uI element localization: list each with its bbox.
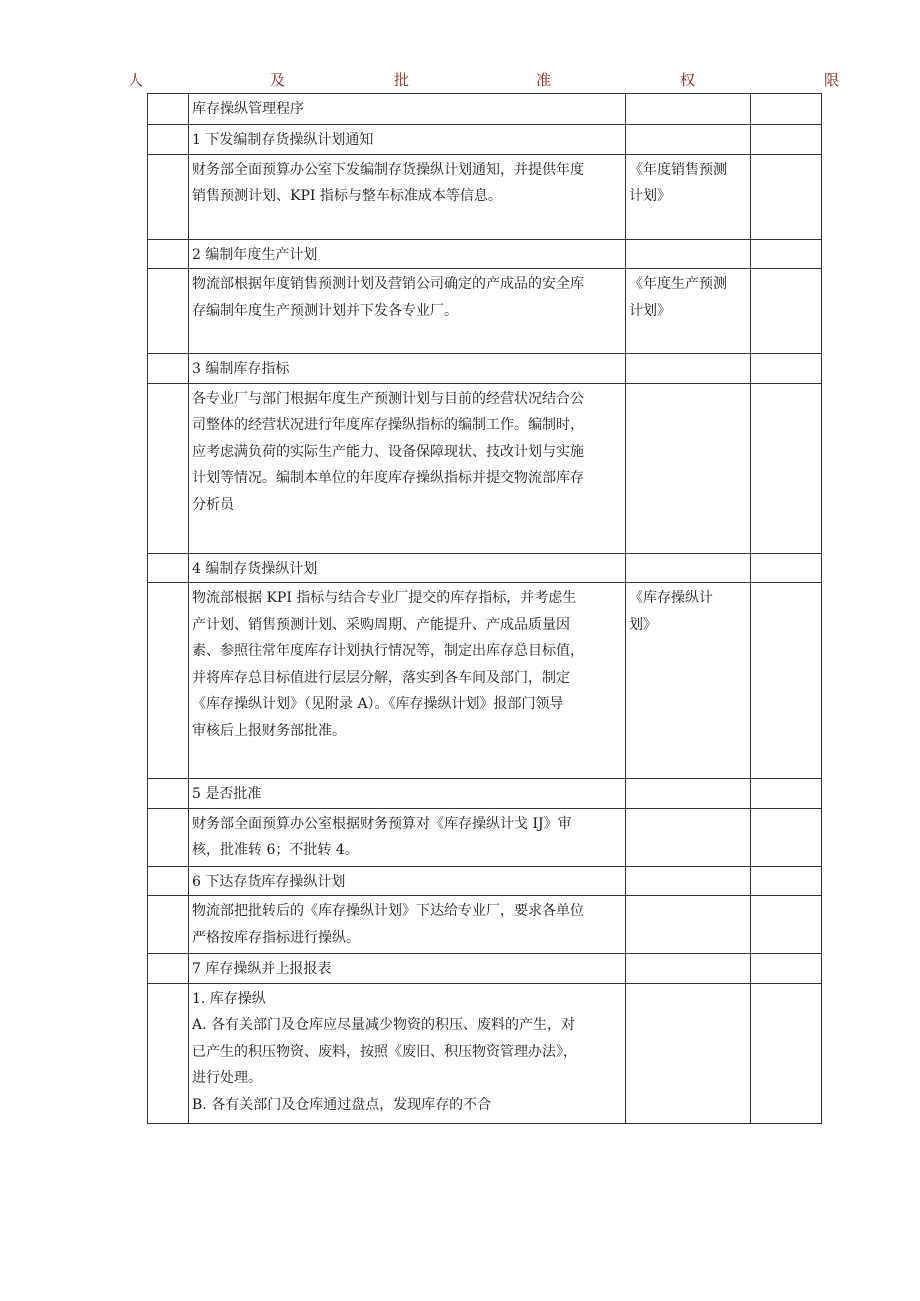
approval-cell — [751, 269, 822, 354]
row-marker-cell — [148, 239, 189, 269]
row-marker-cell — [148, 94, 189, 125]
row-marker-cell — [148, 383, 189, 553]
step-description — [189, 383, 626, 553]
reference-document-cell — [626, 354, 751, 384]
table-row — [148, 808, 822, 866]
row-marker-cell — [148, 553, 189, 583]
reference-document-cell — [626, 553, 751, 583]
header-char: 人 — [128, 71, 144, 89]
reference-document-cell — [626, 269, 751, 354]
table-row — [148, 154, 822, 239]
approval-cell — [751, 154, 822, 239]
description-line: 计划等情况。编制本单位的年度库存操纵指标并提交物流部库存 — [192, 470, 584, 486]
step-description — [189, 269, 626, 354]
table-row — [148, 583, 822, 779]
table-row — [148, 239, 822, 269]
description-line: 并将库存总目标值进行层层分解，落实到各车间及部门，制定 — [192, 669, 570, 686]
step-heading: 4 编制存货操纵计划 — [189, 553, 626, 583]
row-marker-cell — [148, 983, 189, 1123]
reference-document-cell — [626, 583, 751, 779]
description-line: 财务部全面预算办公室下发编制存货操纵计划通知，并提供年度 — [192, 161, 584, 178]
description-line: B. 各有关部门及仓库通过盘点，发现库存的不合 — [192, 1096, 492, 1113]
approval-cell — [751, 239, 822, 269]
approval-cell — [751, 354, 822, 384]
header-char: 及 — [270, 71, 286, 89]
reference-document-cell — [626, 954, 751, 984]
approval-cell — [751, 125, 822, 155]
description-line: 进行处理。 — [192, 1070, 262, 1086]
description-line: 物流部把批转后的《库存操纵计划》下达给专业厂，要求各单位 — [192, 903, 584, 919]
description-line: 严格按库存指标进行操纵。 — [192, 929, 360, 946]
description-line: 素、参照往常年度库存计划执行情况等，制定出库存总目标值， — [192, 643, 584, 659]
reference-line: 《年度销售预测 — [629, 161, 727, 178]
step-heading: 2 编制年度生产计划 — [189, 239, 626, 269]
step-heading: 6 下达存货库存操纵计划 — [189, 866, 626, 896]
header-char: 权 — [680, 71, 696, 89]
reference-document-cell — [626, 779, 751, 809]
description-line: 存编制年度生产预测计划并下发各专业厂。 — [192, 302, 458, 319]
table-row — [148, 553, 822, 583]
step-description — [189, 983, 626, 1123]
reference-line: 《年度生产预测 — [629, 276, 727, 292]
step-heading: 7 库存操纵并上报报表 — [189, 954, 626, 984]
table-row — [148, 125, 822, 155]
description-line: 物流部根据年度销售预测计划及营销公司确定的产成品的安全库 — [192, 276, 584, 292]
reference-document-cell — [626, 983, 751, 1123]
table-row — [148, 954, 822, 984]
row-marker-cell — [148, 808, 189, 866]
row-marker-cell — [148, 866, 189, 896]
table-row — [148, 983, 822, 1123]
row-marker-cell — [148, 779, 189, 809]
step-heading: 5 是否批准 — [189, 779, 626, 809]
description-line: 物流部根据 KPI 指标与结合专业厂提交的库存指标，并考虑生 — [192, 590, 577, 606]
row-marker-cell — [148, 154, 189, 239]
step-heading: 1 下发编制存货操纵计划通知 — [189, 125, 626, 155]
approval-cell — [751, 583, 822, 779]
header-row — [128, 70, 842, 92]
table-row — [148, 354, 822, 384]
description-line: 《库存操纵计划》（见附录 A）。《库存操纵计划》报部门领导 — [192, 696, 564, 712]
description-line: 司整体的经营状况进行年度库存操纵指标的编制工作。编制时， — [192, 417, 584, 433]
table-row — [148, 269, 822, 354]
description-line: 应考虑满负荷的实际生产能力、设备保障现状、技改计划与实施 — [192, 443, 584, 460]
procedure-table — [147, 93, 822, 1124]
step-description — [189, 583, 626, 779]
table-row — [148, 383, 822, 553]
approval-cell — [751, 896, 822, 954]
reference-document-cell — [626, 94, 751, 125]
description-line: 财务部全面预算办公室根据财务预算对《库存操纵计戈 IJ》审 — [192, 815, 572, 832]
description-line: 1. 库存操纵 — [192, 990, 266, 1007]
step-description — [189, 154, 626, 239]
reference-document-cell — [626, 808, 751, 866]
approval-cell — [751, 553, 822, 583]
reference-document-cell — [626, 383, 751, 553]
description-line: 各专业厂与部门根据年度生产预测计划与目前的经营状况结合公 — [192, 390, 584, 407]
row-marker-cell — [148, 954, 189, 984]
header-char: 准 — [536, 71, 552, 89]
table-row — [148, 896, 822, 954]
description-line: 产计划、销售预测计划、采购周期、产能提升、产成品质量因 — [192, 616, 570, 633]
reference-line: 计划》 — [629, 188, 671, 204]
approval-cell — [751, 983, 822, 1123]
approval-cell — [751, 383, 822, 553]
reference-document-cell — [626, 125, 751, 155]
approval-cell — [751, 954, 822, 984]
approval-cell — [751, 866, 822, 896]
step-heading: 3 编制库存指标 — [189, 354, 626, 384]
reference-line: 划》 — [629, 616, 657, 633]
row-marker-cell — [148, 896, 189, 954]
row-marker-cell — [148, 269, 189, 354]
approval-cell — [751, 779, 822, 809]
approval-cell — [751, 808, 822, 866]
reference-line: 计划》 — [629, 302, 671, 319]
approval-cell — [751, 94, 822, 125]
row-marker-cell — [148, 354, 189, 384]
table-row — [148, 779, 822, 809]
table-row — [148, 94, 822, 125]
reference-document-cell — [626, 239, 751, 269]
step-description — [189, 808, 626, 866]
description-line: A. 各有关部门及仓库应尽量减少物资的积压、废料的产生，对 — [192, 1017, 576, 1033]
table-row — [148, 866, 822, 896]
header-char: 限 — [824, 71, 840, 89]
procedure-title: 库存操纵管理程序 — [189, 94, 626, 125]
reference-document-cell — [626, 896, 751, 954]
step-description — [189, 896, 626, 954]
description-line: 审核后上报财务部批准。 — [192, 722, 346, 739]
description-line: 已产生的积压物资、废料，按照《废旧、积压物资管理办法》， — [192, 1043, 577, 1060]
description-line: 分析员 — [192, 496, 234, 513]
row-marker-cell — [148, 125, 189, 155]
reference-line: 《库存操纵计 — [629, 590, 713, 606]
reference-document-cell — [626, 866, 751, 896]
description-line: 核，批准转 6；不批转 4。 — [192, 842, 359, 858]
row-marker-cell — [148, 583, 189, 779]
header-char: 批 — [394, 71, 410, 89]
reference-document-cell — [626, 154, 751, 239]
description-line: 销售预测计划、KPI 指标与整车标准成本等信息。 — [192, 188, 502, 204]
